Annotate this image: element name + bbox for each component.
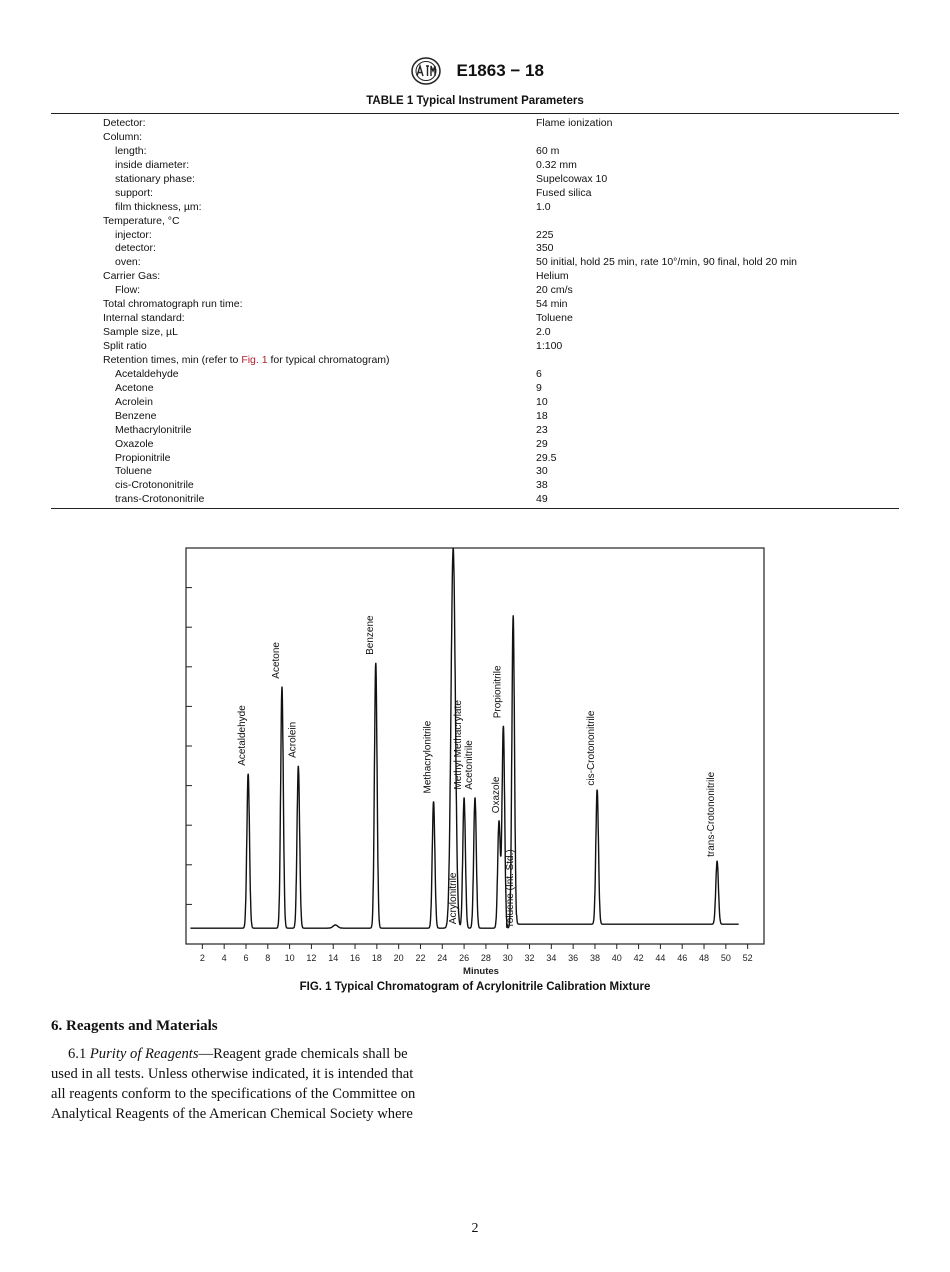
param-label: Retention times, min (refer to Fig. 1 for typical chromatogram) (103, 353, 390, 366)
param-label: oven: (115, 256, 141, 269)
param-label: Detector: (103, 117, 146, 129)
chromatogram-figure (150, 540, 780, 980)
plot-frame (186, 548, 764, 944)
param-value: Toluene (536, 312, 573, 325)
param-label: Split ratio (103, 340, 147, 352)
param-label: Toluene (115, 465, 152, 478)
table-row (0, 340, 950, 354)
x-tick-label: 50 (720, 953, 731, 963)
param-value: 29.5 (536, 451, 557, 464)
param-value: 23 (536, 423, 548, 436)
param-value: 29 (536, 437, 548, 450)
x-tick-label: 30 (502, 953, 513, 963)
table-bottom-rule (51, 508, 899, 509)
param-label: support: (115, 186, 153, 199)
chromatogram-trace (190, 548, 738, 928)
param-label: Flow: (115, 284, 141, 297)
x-tick-label: 14 (328, 953, 339, 963)
x-tick-label: 12 (306, 953, 317, 963)
param-value: 49 (536, 493, 548, 506)
param-label: cis-Crotononitrile (115, 479, 194, 492)
param-label: Acetaldehyde (115, 367, 179, 380)
peak-label: cis-Crotononitrile (586, 710, 598, 786)
standard-code: E1863 − 18 (456, 61, 544, 80)
param-value: 30 (536, 465, 548, 478)
param-value: Helium (536, 270, 569, 283)
section-paragraph (51, 1044, 461, 1124)
param-label: Column: (103, 130, 143, 143)
table-title: TABLE 1 Typical Instrument Parameters (366, 95, 584, 107)
astm-logo-icon (406, 56, 446, 86)
peak-label: trans-Crotononitrile (706, 771, 718, 857)
peak-label: Oxazole (491, 776, 502, 814)
x-tick-label: 2 (199, 953, 205, 963)
param-label: Total chromatograph run time: (103, 298, 243, 311)
param-value: Fused silica (536, 186, 592, 199)
x-tick-label: 38 (589, 953, 600, 963)
x-tick-label: 32 (524, 953, 535, 963)
x-tick-label: 52 (742, 953, 753, 963)
table-row (0, 396, 950, 410)
x-tick-label: 48 (699, 953, 710, 963)
x-tick-label: 26 (459, 953, 470, 963)
figure-caption: FIG. 1 Typical Chromatogram of Acrylonitrile Calibration Mixture (299, 981, 651, 993)
param-value: Flame ionization (536, 117, 613, 129)
x-tick-label: 4 (221, 953, 227, 963)
x-tick-label: 22 (415, 953, 426, 963)
x-tick-label: 10 (284, 953, 295, 963)
table-row (0, 479, 950, 493)
table-row (0, 410, 950, 424)
table-row (0, 438, 950, 452)
paragraph-line: Analytical Reagents of the American Chemical Society where (51, 1106, 413, 1122)
table-row (0, 256, 950, 270)
peak-label: Methyl Methacrylate (453, 700, 465, 790)
param-label: stationary phase: (115, 172, 195, 185)
table-row (0, 298, 950, 312)
table-row (0, 270, 950, 284)
x-tick-label: 44 (655, 953, 666, 963)
x-tick-label: 6 (243, 953, 249, 963)
param-value: 18 (536, 409, 548, 422)
param-label: Methacrylonitrile (115, 423, 192, 436)
peak-label: Acetonitrile (464, 740, 475, 790)
param-label: trans-Crotononitrile (115, 493, 205, 506)
table-row (0, 201, 950, 215)
table-row (0, 187, 950, 201)
x-tick-label: 18 (371, 953, 382, 963)
table-row (0, 159, 950, 173)
table-row (0, 424, 950, 438)
table-row (0, 368, 950, 382)
x-tick-label: 46 (677, 953, 688, 963)
param-label: Internal standard: (103, 312, 185, 325)
param-value: 9 (536, 381, 542, 394)
param-label: inside diameter: (115, 158, 190, 171)
x-tick-label: 34 (546, 953, 557, 963)
chromatogram-chart (150, 540, 780, 980)
param-value: 1:100 (536, 340, 563, 352)
peak-label: Benzene (364, 615, 376, 655)
param-label: Propionitrile (115, 451, 171, 464)
peak-label: Propionitrile (492, 665, 504, 719)
peak-label: Acrolein (287, 721, 299, 758)
table-row (0, 131, 950, 145)
paragraph-line: all reagents conform to the specifications of the Committee on (51, 1086, 416, 1102)
x-tick-label: 40 (611, 953, 622, 963)
figure-link[interactable]: Fig. 1 (241, 353, 268, 366)
param-value: 20 cm/s (536, 284, 573, 297)
table-row (0, 242, 950, 256)
table-row (0, 354, 950, 368)
param-value: 50 initial, hold 25 min, rate 10°/min, 90 final, hold 20 min (536, 256, 798, 269)
param-value: 225 (536, 228, 554, 241)
x-tick-label: 20 (393, 953, 404, 963)
param-label: Oxazole (115, 437, 154, 450)
param-value: 54 min (536, 298, 568, 311)
param-label: detector: (115, 242, 156, 255)
x-tick-label: 8 (265, 953, 271, 963)
x-tick-label: 36 (568, 953, 579, 963)
table-top-rule (51, 113, 899, 114)
param-value: 1.0 (536, 200, 551, 213)
x-axis-label: Minutes (463, 966, 499, 977)
param-value: 350 (536, 242, 554, 255)
x-tick-label: 42 (633, 953, 644, 963)
param-label: film thickness, µm: (115, 200, 202, 213)
peak-label: Toluene (Int. Std.) (505, 849, 517, 929)
table-row (0, 117, 950, 131)
table-row (0, 382, 950, 396)
peak-label: Methacrylonitrile (422, 720, 434, 794)
x-tick-label: 16 (350, 953, 361, 963)
param-value: 38 (536, 479, 548, 492)
param-value: Supelcowax 10 (536, 172, 608, 185)
param-label: Acetone (115, 381, 154, 394)
peak-label: Acrylonitrile (448, 872, 460, 925)
param-label: Benzene (115, 409, 157, 422)
param-value: 2.0 (536, 326, 551, 339)
param-value: 10 (536, 395, 548, 408)
page-header (0, 56, 950, 86)
x-tick-label: 24 (437, 953, 448, 963)
param-value: 0.32 mm (536, 158, 577, 171)
table-row (0, 229, 950, 243)
peak-label: Acetone (271, 641, 282, 679)
param-label: length: (115, 144, 147, 157)
page-number: 2 (471, 1221, 479, 1236)
table-row (0, 284, 950, 298)
param-label: Acrolein (115, 395, 153, 408)
table-row (0, 173, 950, 187)
x-tick-label: 28 (480, 953, 491, 963)
table-row (0, 312, 950, 326)
param-value: 60 m (536, 144, 560, 157)
table-row (0, 145, 950, 159)
table-row (0, 215, 950, 229)
paragraph-line: used in all tests. Unless otherwise indicated, it is intended that (51, 1066, 414, 1082)
param-label: injector: (115, 228, 152, 241)
peak-label: Acetaldehyde (237, 705, 249, 766)
param-label: Temperature, °C (103, 214, 180, 227)
table-row (0, 452, 950, 466)
param-label: Sample size, µL (103, 326, 178, 339)
section-heading: 6. Reagents and Materials (51, 1018, 218, 1034)
table-row (0, 326, 950, 340)
param-value: 6 (536, 367, 542, 380)
table-row (0, 493, 950, 507)
param-label: Carrier Gas: (103, 270, 161, 283)
paragraph-line: 6.1 Purity of Reagents—Reagent grade chemicals shall be (68, 1046, 408, 1062)
table-row (0, 465, 950, 479)
parameters-table (0, 117, 950, 507)
